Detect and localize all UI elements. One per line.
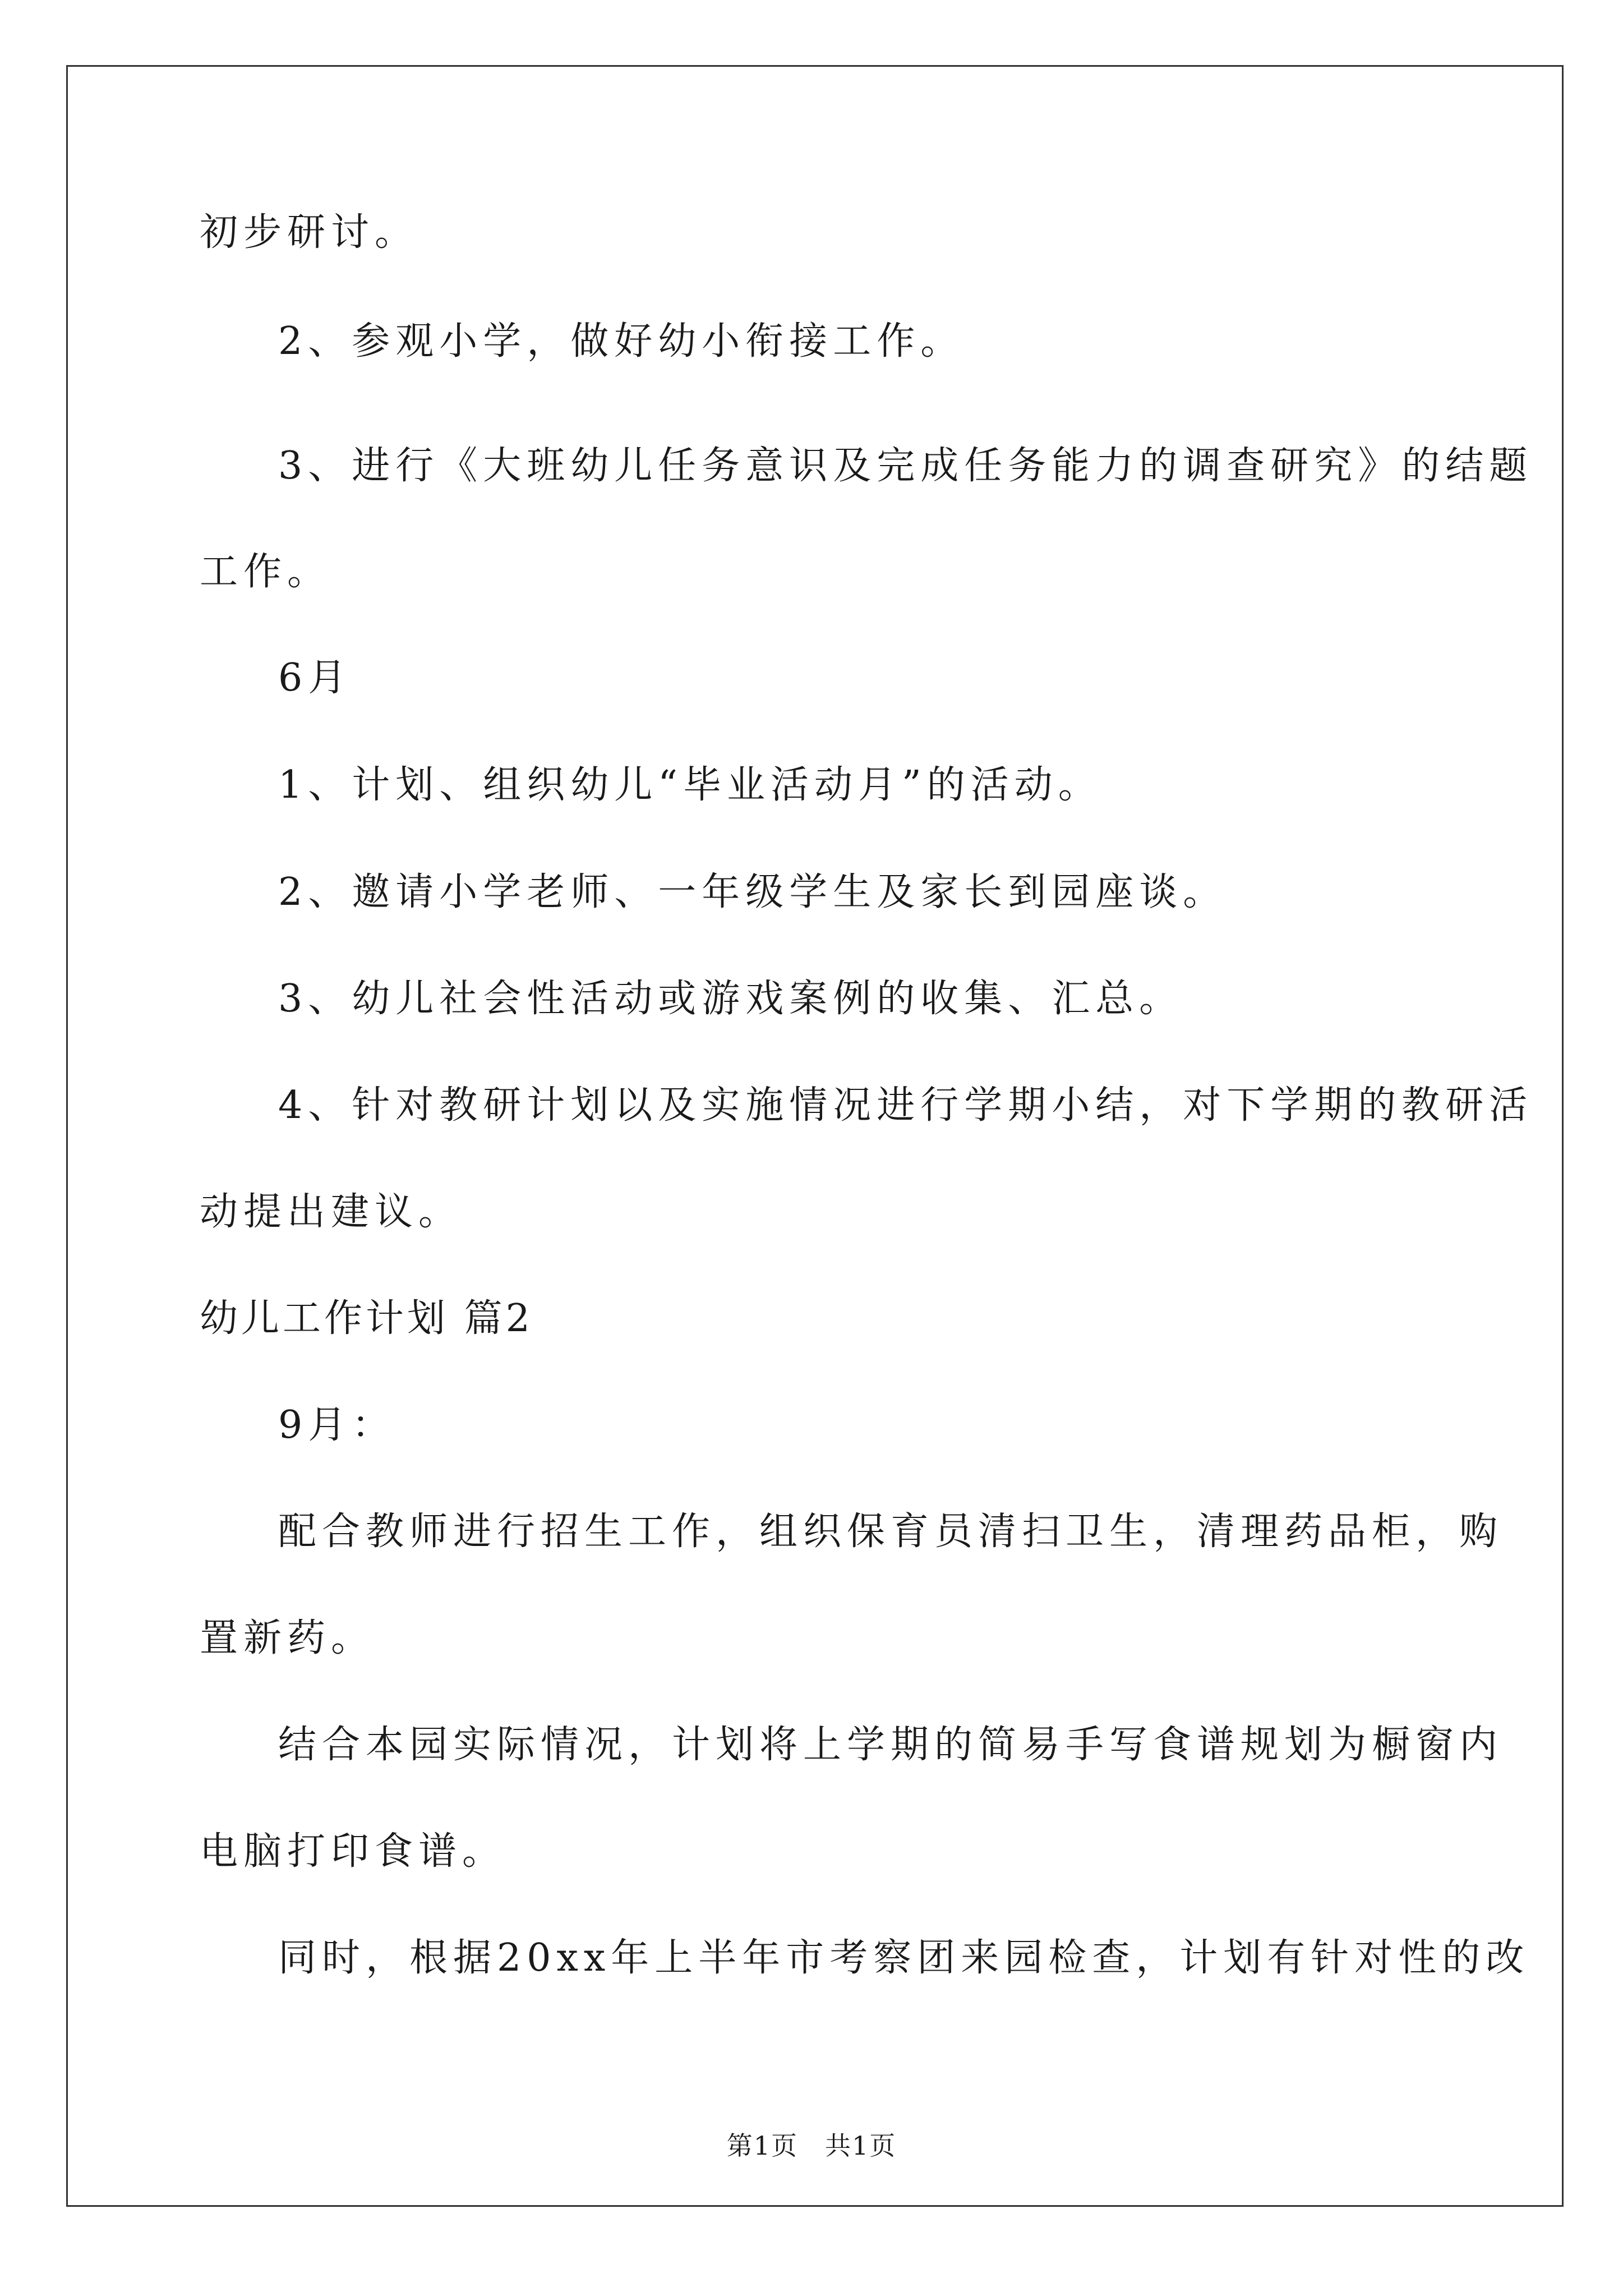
text-line: 动提出建议。 <box>200 1190 463 1234</box>
text-line: 2、邀请小学老师、一年级学生及家长到园座谈。 <box>278 870 1227 914</box>
page-footer: 第1页 共1页 <box>726 2131 897 2161</box>
text-line: 工作。 <box>200 550 331 594</box>
text-line: 配合教师进行招生工作，组织保育员清扫卫生，清理药品柜，购 <box>278 1510 1504 1554</box>
section-heading: 幼儿工作计划 篇2 <box>200 1296 533 1341</box>
text-line: 置新药。 <box>200 1616 375 1660</box>
text-line: 3、幼儿社会性活动或游戏案例的收集、汇总。 <box>278 977 1183 1021</box>
text-line: 同时，根据20xx年上半年市考察团来园检查，计划有针对性的改 <box>278 1936 1530 1980</box>
text-line: 9月： <box>278 1403 396 1447</box>
text-line: 2、参观小学，做好幼小衔接工作。 <box>278 319 965 364</box>
text-line: 3、进行《大班幼儿任务意识及完成任务能力的调查研究》的结题 <box>278 444 1533 488</box>
text-line: 6月 <box>278 656 352 700</box>
page-frame <box>66 65 1564 2207</box>
text-line: 结合本园实际情况，计划将上学期的简易手写食谱规划为橱窗内 <box>278 1723 1504 1767</box>
text-line: 4、针对教研计划以及实施情况进行学期小结，对下学期的教研活 <box>278 1083 1533 1128</box>
text-line: 电脑打印食谱。 <box>200 1829 506 1874</box>
text-line: 初步研讨。 <box>200 210 419 255</box>
text-line: 1、计划、组织幼儿“毕业活动月”的活动。 <box>278 763 1102 807</box>
